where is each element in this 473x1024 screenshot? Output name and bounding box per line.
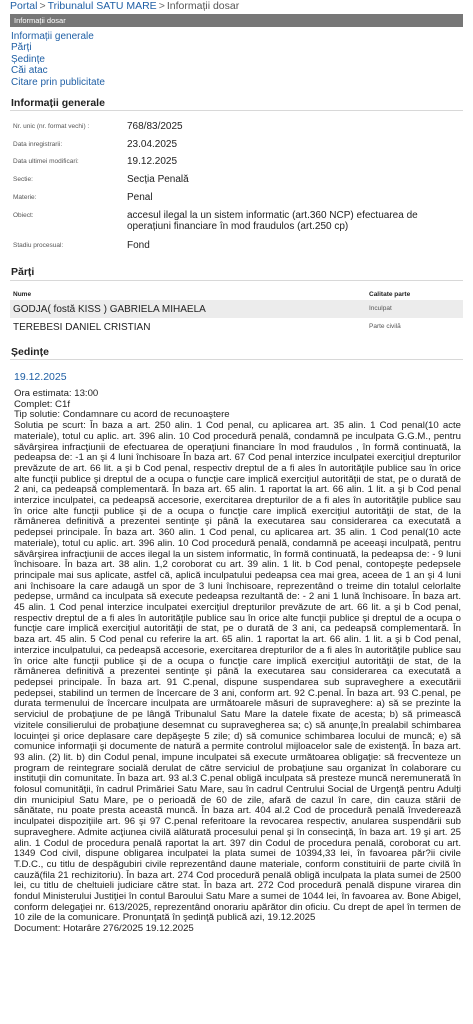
- session-tip-solutie: Tip solutie: Condamnare cu acord de recunoaştere: [14, 409, 230, 421]
- session-solutie: Solutia pe scurt: În baza a art. 250 alin. 1 Cod penal, cu aplicarea art. 35 alin. 1 Cod penal(10 acte materiale), totul cu aplic. art. 396 alin. 10 Cod procedură penală, condamnă pe inculpata G.G.M., pentru săvârşirea infracţiunii de efectuarea de operaţiuni financiare în mod fraudulos , în formă continuată, la pedeapsa de: -1 an şi 4 luni închisoare În baza art. 67 Cod penal interzice inculpatei exerciţiul drepturilor prevăzute de art. 66 lit. a şi b Cod penal, respectiv dreptul de a fi ales în autorităţile publice sau în orice alte funcţii publice şi dreptul de a ocupa o funcţie care implică exerciţiul autorităţii de stat, pe o durată de 2 ani, ca pedeapsă complementară. În baza art. 65 alin. 1 raportat la art. 66 alin. 1 lit. a şi b Cod penal interzice inculpatei, ca pedeapsă accesorie, exercitarea drepturilor de a fi ales în autorităţile publice sau în orice alte funcţii publice şi de a ocupa o funcţie care implică exerciţiul autorităţii de stat, de la rămânerea definitivă a prezentei sentinţe şi până la executarea sau considerarea ca executată a pedepsei principale. În baza art. 360 alin. 1 Cod penal, cu aplicarea art. 35 alin. 1 Cod penal(10 acte materiale), totul cu aplic. art. 396 alin. 10 Cod procedură penală, condamnă pe aceeaşi inculpată, pentru săvârşirea infracţiunii de acces ilegal la un sistem informatic, în formă continuată, la pedeapsa de: - 9 luni închisoare. În baza art. 38 alin. 1,2 coroborat cu art. 39 alin. 1 lit. b Cod penal, contopeşte pedepsele principale mai sus aplicate, astfel că, aplică inculpatului pedeapsa cea mai grea, aceea de 1 an şi 4 luni ani închisoare la care adaugă un spor de 3 luni închisoare, reprezentând o treime din totalul celorlalte pedepse, urmând ca inculpata să execute pedeapsa rezultantă de: - 2 ani 1 lună închisoare. În baza art. 45 alin. 1 Cod penal interzice inculpatei exerciţiul drepturilor prevăzute de art. 66 lit. a şi b Cod penal, respectiv dreptul de a fi ales în autorităţile publice sau în orice alte funcţii publice şi dreptul de a ocupa o funcţie care implică exerciţiul autorităţii de stat, pe o durată de 3 ani, ca pedeapsă complementară. În baza art. 45 alin. 5 Cod penal cu referire la art. 65 alin. 1 raportat la art. 66 alin. 1 lit. a şi b Cod penal, interzice inculpatului, ca pedeapsă accesorie, exercitarea drepturilor de a fi ales în autorităţile publice sau în orice alte funcţii publice şi de a ocupa o funcţie care implică exerciţiul autorităţii de stat, de la rămânerea definitivă a prezentei sentinţe şi până la executarea sau considerarea ca executată a pedepsei principale. În baza art. 91 C.penal, dispune suspendarea sub supraveghere a executării pedepsei, stabilind un termen de încercare de 3 ani, conform art. 92 C.penal. În baza art. 93 C.penal, pe durata termenului de încercare inculpata are următoarele măsuri de supraveghere: a) să se prezinte la serviciul de probaţiune de pe lângă Tribunalul Satu Mare la datele fixate de acesta; b) să primească vizitele consilierului de probaţiune desemnat cu supravegherea sa; c) să anunţe,în prealabil schimbarea locuinţei şi orice deplasare care depăşeşte 5 zile; d) să comunice schimbarea locului de muncă; e) să comunice informaţii şi documente de natură a permite controlul mijloacelor sale de existenţă. În baza art. 93 alin. (2) lit. b) din Codul penal, impune inculpatei să execute următoarea obligaţie: să frecventeze un program de reintegrare socială derulat de către serviciul de probaţiune sau organizat în colaborare cu instituţii din comunitate. În baza art. 93 al.3 C.penal obligă inculpata să presteze muncă neremunerată în folosul comunităţii, în cadrul Primăriei Satu Mare, sau în cadrul Centrului Social de Urgenţă pentru Adulţi din municipiul Satu Mare, pe o perioadă de 60 de zile, afară de cazul în care, din cauza stării de sănătate, nu poate presta această muncă. În baza art. 404 al.2 Cod de procedură penală învederează inculpatei dispoziţiile art. 96 şi 97 C.penal referitoare la revocarea respectiv, anularea suspendării sub supraveghere. Admite acţiunea civilă alăturată procesului penal şi în consecinţă, în baza art. 19 şi art. 25 alin. 1 Codul de procedura penală raportat la art. 397 din Codul de procedura penală, coroborat cu art. 1349 Cod civil, dispune obligarea inculpatei la plata sumei de 10394,33 lei, în favoarea păr?ii civile T.D.C., cu titlu de despăgubiri civile reprezentând daune materiale, conform constituirii de parte civilă în cauză(fila 21 rechizitoriu). În baza art. 274 Cod procedură penală obligă inculpata la plata sumei de 2500 lei, cu titlu de cheltuieli judiciare către stat. În baza art. 272 Cod procedură penală dispune virarea din fondul Ministerului Justiţiei în contul Baroului Satu Mare a sumei de 1044 lei, în favoarea av. Bone Abigel, conform delegaţiei nr. 613/2025, reprezentând onorariu apărător din oficiu. Cu drept de apel în termen de 10 zile de la comunicare. Pronunţată în şedinţă publică azi, 19.12.2025: [14, 420, 461, 924]
- info-value-stadiu: Fond: [127, 240, 150, 251]
- session-ora: Ora estimata: 13:00: [14, 388, 99, 399]
- info-value-data-inregistrarii: 23.04.2025: [127, 139, 178, 150]
- party-row: [10, 300, 463, 318]
- nav-sedinte[interactable]: Ședințe: [11, 53, 45, 65]
- info-label-sectie: Sectie:: [13, 176, 33, 183]
- breadcrumb-tribunal[interactable]: Tribunalul SATU MARE: [47, 0, 157, 12]
- party-name: GODJA( fostă KISS ) GABRIELA MIHAELA: [13, 304, 206, 315]
- info-label-obiect: Obiect:: [13, 212, 34, 219]
- section-nav: [11, 31, 105, 88]
- info-value-obiect: accesul ilegal la un sistem informatic (art.360 NCP) efectuarea de operațiuni financiare în mod fraudulos (art.250 cp): [127, 210, 418, 232]
- info-label-materie: Materie:: [13, 194, 37, 201]
- nav-parti[interactable]: Părți: [11, 42, 32, 54]
- info-label-nr-unic: Nr. unic (nr. format vechi) :: [13, 123, 90, 130]
- parties-col-role: Calitate parte: [369, 291, 411, 298]
- nav-cai-atac[interactable]: Căi atac: [11, 65, 48, 77]
- breadcrumb-portal[interactable]: Portal: [10, 0, 38, 12]
- breadcrumb-current: Informații dosar: [166, 0, 240, 12]
- section-title-bar: Informații dosar: [10, 14, 463, 27]
- nav-informatii-generale[interactable]: Informații generale: [11, 31, 94, 42]
- nav-citare-publicitate[interactable]: Citare prin publicitate: [11, 76, 105, 88]
- party-role: Parte civilă: [369, 323, 401, 330]
- session-complet: Complet: C1f: [14, 398, 70, 410]
- party-role: Inculpat: [369, 305, 392, 312]
- info-label-data-inregistrarii: Data inregistrarii:: [13, 141, 63, 148]
- divider: [10, 280, 463, 281]
- party-name: TEREBESI DANIEL CRISTIAN: [13, 322, 151, 333]
- party-row: [10, 318, 463, 336]
- session-details: [14, 389, 461, 935]
- parties-heading: Părți: [11, 266, 35, 278]
- session-document: Document: Hotarâre 276/2025 19.12.2025: [14, 923, 194, 935]
- divider: [10, 110, 463, 111]
- info-value-nr-unic: 768/83/2025: [127, 121, 183, 132]
- breadcrumb: [10, 0, 239, 14]
- divider: [10, 359, 463, 360]
- sessions-heading: Ședințe: [11, 346, 49, 358]
- breadcrumb-separator: >: [158, 0, 165, 12]
- breadcrumb-separator: >: [39, 0, 46, 12]
- info-value-sectie: Secția Penală: [127, 174, 189, 185]
- parties-col-name: Nume: [13, 291, 32, 298]
- session-date: 19.12.2025: [14, 371, 67, 383]
- info-label-stadiu: Stadiu procesual:: [13, 242, 64, 249]
- info-value-data-modificari: 19.12.2025: [127, 156, 178, 167]
- info-label-data-modificari: Data ultimei modificari:: [13, 158, 79, 165]
- general-info-heading: Informații generale: [11, 97, 105, 109]
- info-value-materie: Penal: [127, 192, 153, 203]
